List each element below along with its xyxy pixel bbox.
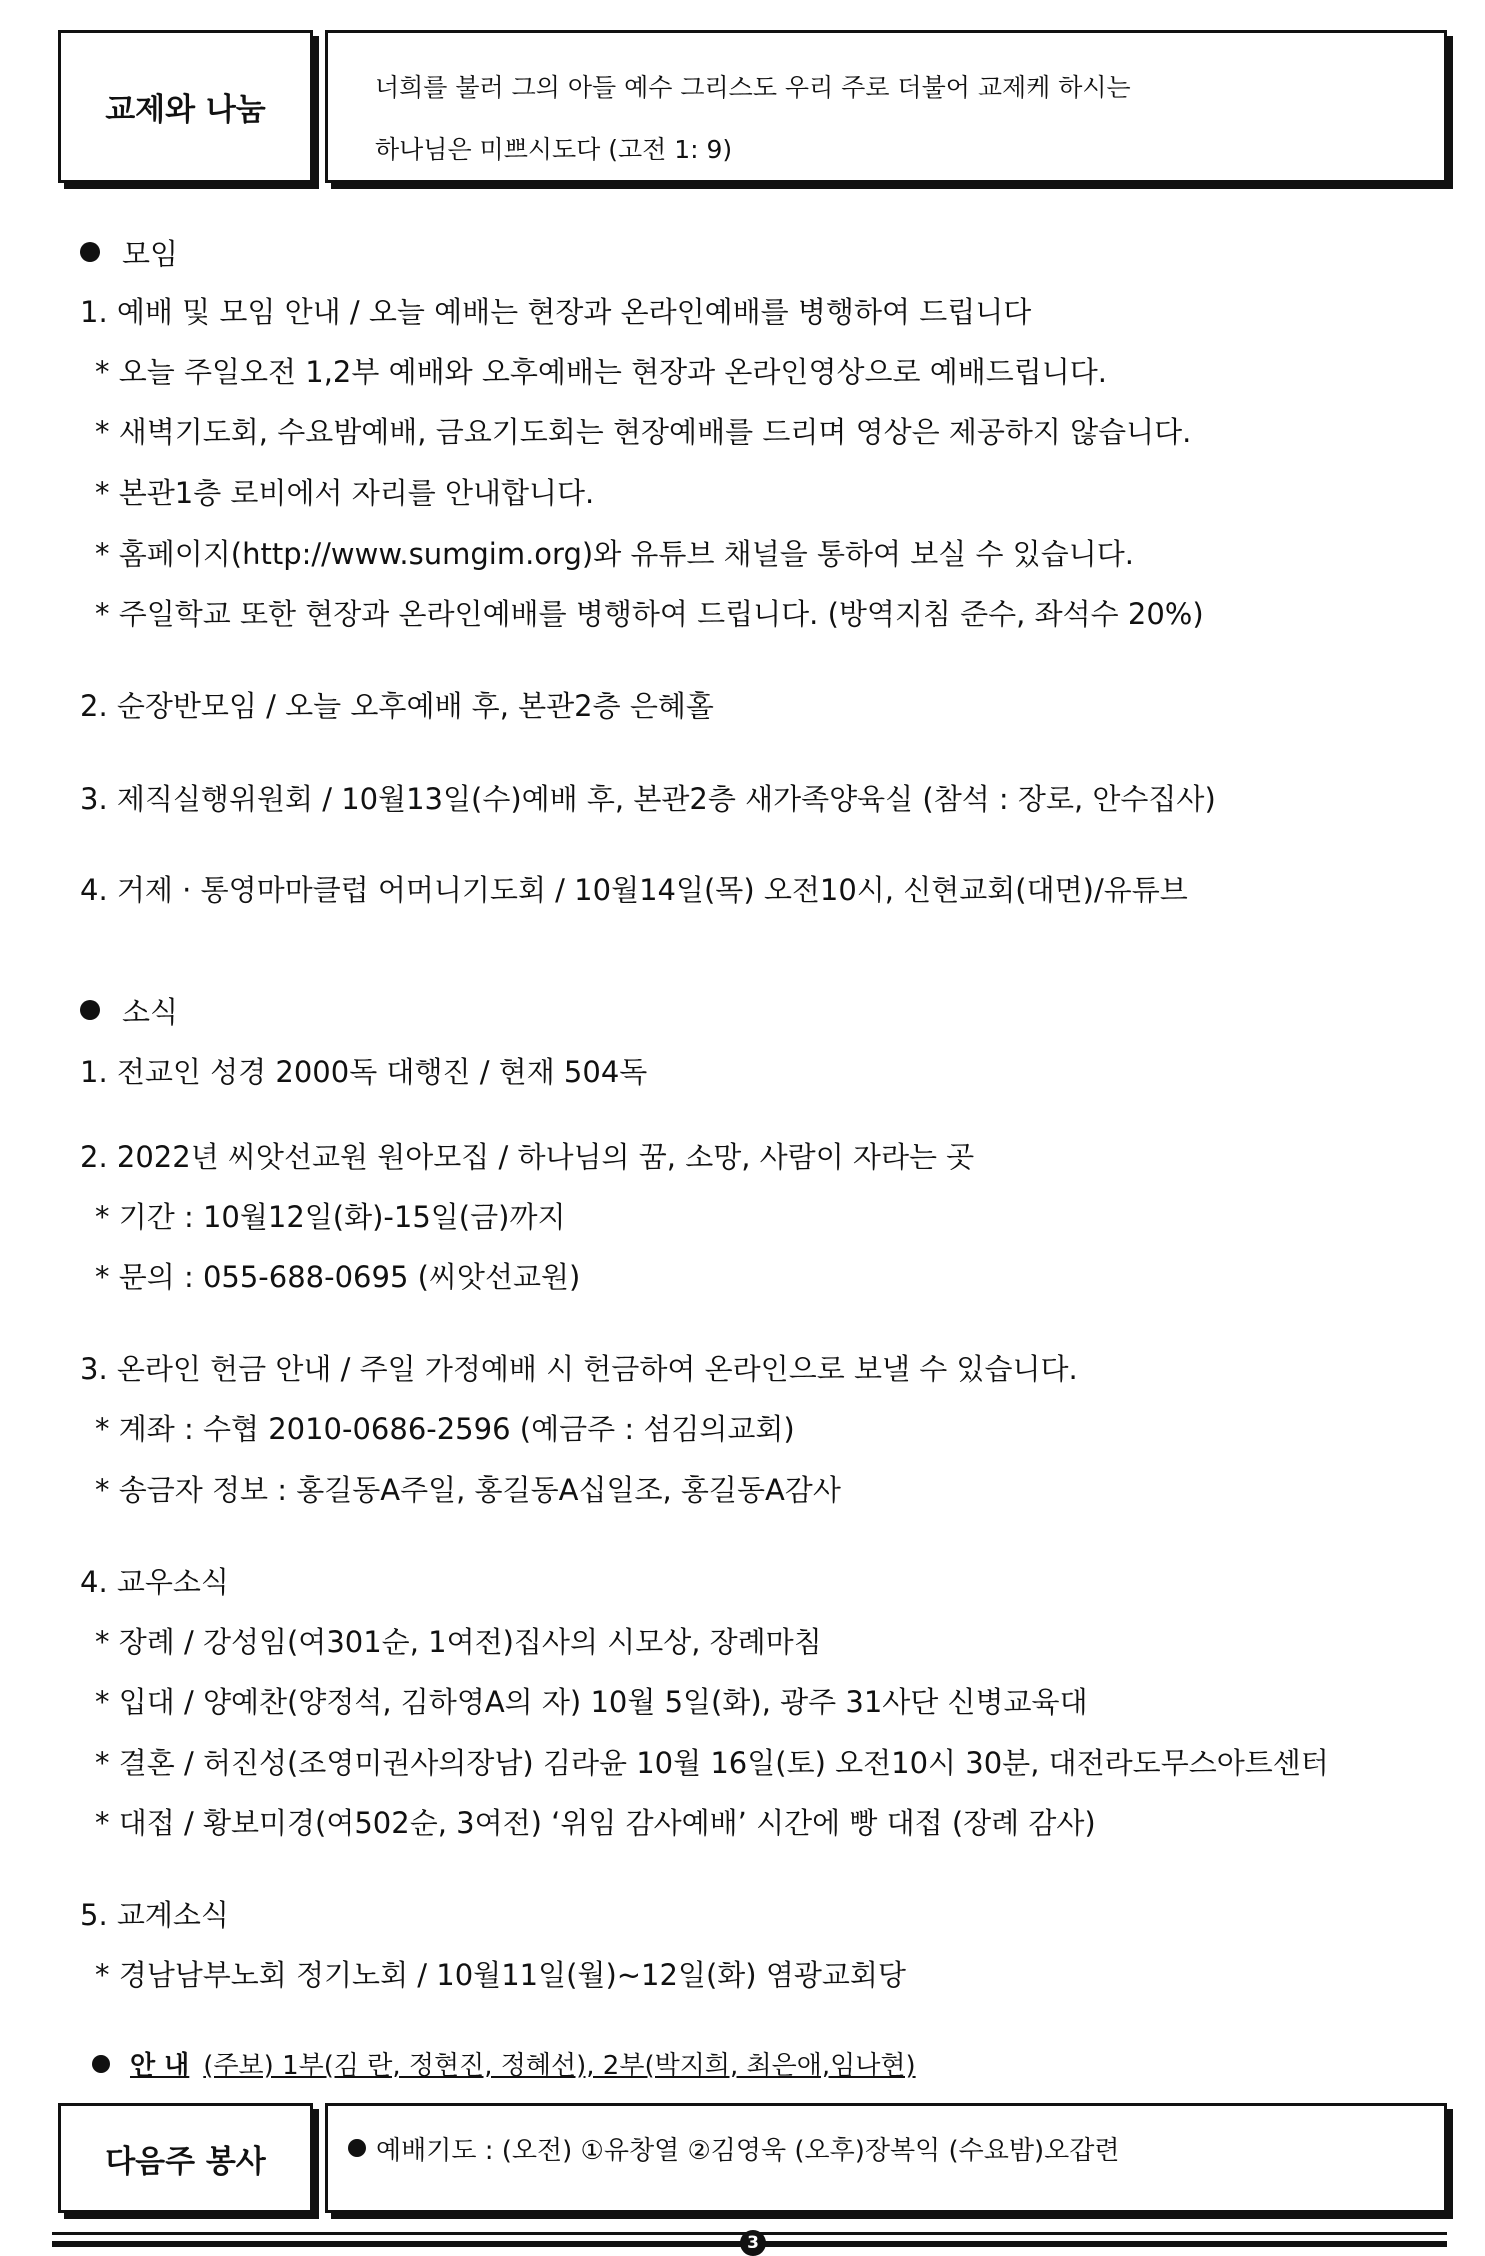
news-item-2: 2. 2022년 씨앗선교원 원아모집 / 하나님의 꿈, 소망, 사람이 자라는 곳 (80, 1140, 975, 1174)
news-note: * 결혼 / 허진성(조영미권사의장남) 김라윤 10월 16일(토) 오전10시 30분, 대전라도무스아트센터 (95, 1746, 1329, 1780)
bullet-icon (92, 2055, 110, 2073)
news-note: * 장례 / 강성임(여301순, 1여전)집사의 시모상, 장례마침 (95, 1625, 822, 1659)
meetings-note: * 본관1층 로비에서 자리를 안내합니다. (95, 476, 595, 510)
meetings-item-4: 4. 거제 · 통영마마클럽 어머니기도회 / 10월14일(목) 오전10시, 신현교회(대면)/유튜브 (80, 873, 1188, 907)
scripture-line-2: 하나님은 미쁘시도다 (고전 1: 9) (375, 135, 733, 164)
news-note: * 계좌 : 수협 2010-0686-2596 (예금주 : 섬김의교회) (95, 1412, 795, 1446)
notice-detail: (주보) 1부(김 란, 정현진, 정혜선), 2부(박지희, 최은애,임나현) (203, 2051, 916, 2081)
meetings-note: * 주일학교 또한 현장과 온라인예배를 병행하여 드립니다. (방역지침 준수, 좌석수 20%) (95, 597, 1204, 631)
section-title: 교제와 나눔 (105, 92, 266, 128)
news-note: * 대접 / 황보미경(여502순, 3여전) ‘위임 감사예배’ 시간에 빵 대접 (장례 감사) (95, 1806, 1096, 1840)
next-week-title-box (58, 2103, 313, 2213)
news-heading: 소식 (80, 994, 178, 1030)
news-item-5: 5. 교계소식 (80, 1898, 229, 1932)
news-note: * 입대 / 양예찬(양정석, 김하영A의 자) 10월 5일(화), 광주 31사단 신병교육대 (95, 1685, 1088, 1719)
meetings-heading: 모임 (80, 236, 178, 272)
bullet-icon (80, 242, 100, 262)
scripture-line-1: 너희를 불러 그의 아들 예수 그리스도 우리 주로 더불어 교제케 하시는 (375, 73, 1131, 102)
meetings-item-2: 2. 순장반모임 / 오늘 오후예배 후, 본관2층 은혜홀 (80, 689, 714, 723)
meetings-item-3: 3. 제직실행위원회 / 10월13일(수)예배 후, 본관2층 새가족양육실 (참석 : 장로, 안수집사) (80, 782, 1216, 816)
news-item-1: 1. 전교인 성경 2000독 대행진 / 현재 504독 (80, 1055, 648, 1089)
notice-label: 안 내 (130, 2051, 190, 2081)
bullet-icon (80, 1000, 100, 1020)
news-note: * 경남남부노회 정기노회 / 10월11일(월)~12일(화) 염광교회당 (95, 1958, 906, 1992)
meetings-note: * 오늘 주일오전 1,2부 예배와 오후예배는 현장과 온라인영상으로 예배드립니다. (95, 355, 1108, 389)
next-week-info-box (325, 2103, 1447, 2213)
section-title-box (58, 30, 313, 183)
next-week-info: 예배기도 : (오전) ①유창열 ②김영욱 (오후)장복익 (수요밤)오갑련 (376, 2136, 1120, 2166)
meetings-item-1: 1. 예배 및 모임 안내 / 오늘 예배는 현장과 온라인예배를 병행하여 드립니다 (80, 295, 1032, 329)
meetings-note: * 홈페이지(http://www.sumgim.org)와 유튜브 채널을 통하여 보실 수 있습니다. (95, 537, 1134, 571)
news-item-3: 3. 온라인 헌금 안내 / 주일 가정예배 시 헌금하여 온라인으로 보낼 수 있습니다. (80, 1352, 1078, 1386)
meetings-note: * 새벽기도회, 수요밤예배, 금요기도회는 현장예배를 드리며 영상은 제공하지 않습니다. (95, 415, 1192, 449)
news-note: * 송금자 정보 : 홍길동A주일, 홍길동A십일조, 홍길동A감사 (95, 1473, 841, 1507)
next-week-title: 다음주 봉사 (105, 2143, 266, 2180)
news-item-4: 4. 교우소식 (80, 1565, 229, 1599)
scripture-box (325, 30, 1447, 183)
news-note: * 문의 : 055-688-0695 (씨앗선교원) (95, 1260, 581, 1294)
news-note: * 기간 : 10월12일(화)-15일(금)까지 (95, 1200, 566, 1234)
service-notice (92, 2050, 916, 2082)
bullet-icon (348, 2139, 366, 2157)
page-number: 3 (740, 2230, 766, 2256)
